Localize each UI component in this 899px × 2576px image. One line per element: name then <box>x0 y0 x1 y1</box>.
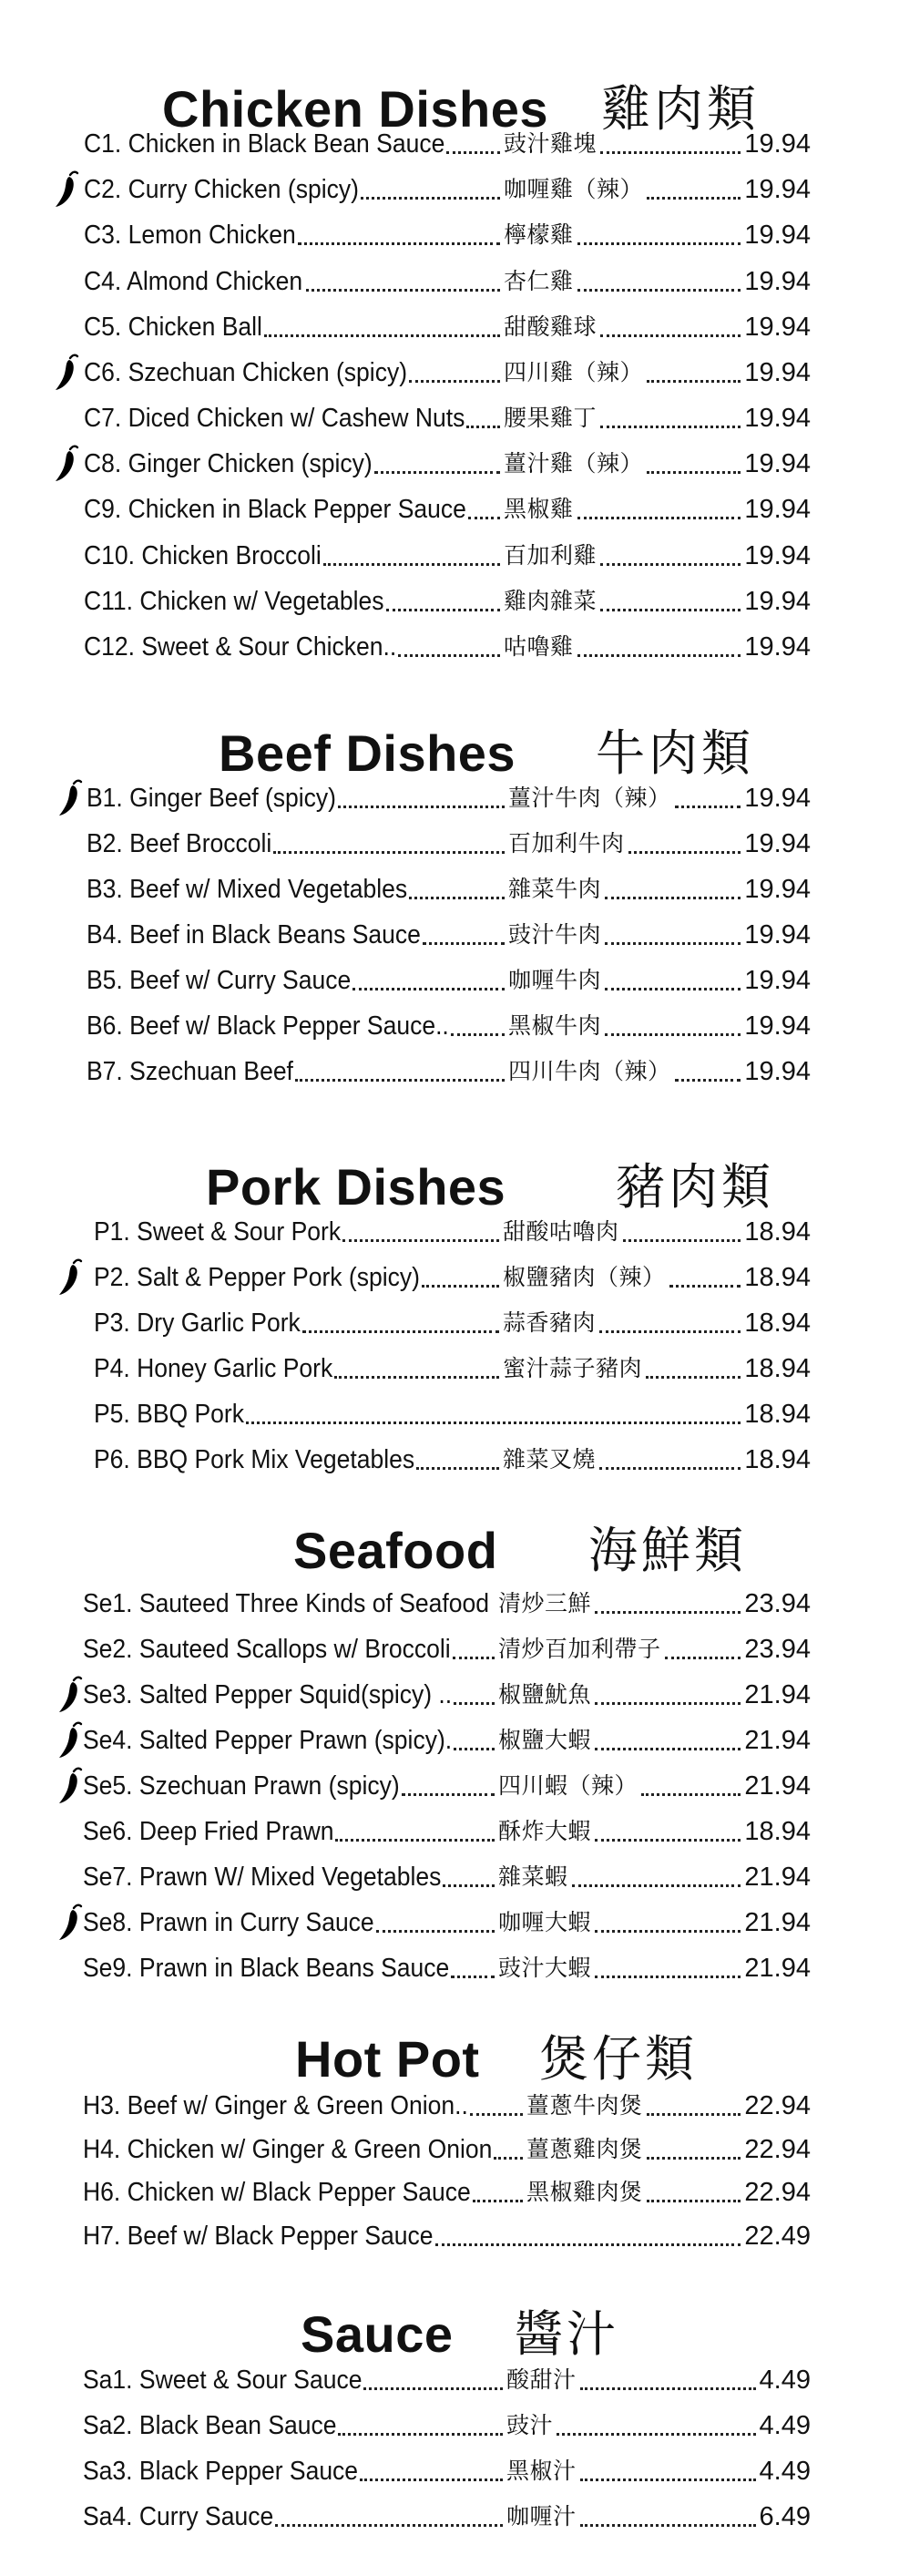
item-name: Se8. Prawn in Curry Sauce <box>83 1908 374 1937</box>
item-price: 18.94 <box>744 1400 811 1429</box>
menu-item <box>0 2170 899 2215</box>
item-price: 21.94 <box>744 1680 811 1709</box>
item-price: 19.94 <box>744 358 811 387</box>
dot-leader <box>595 1702 741 1705</box>
item-name: C1. Chicken in Black Bean Sauce <box>84 129 445 159</box>
item-name: C12. Sweet & Sour Chicken.. <box>84 632 397 662</box>
chili-pepper-icon <box>47 167 84 212</box>
item-price: 19.94 <box>744 175 811 204</box>
dot-leader <box>595 1930 741 1933</box>
menu-item <box>0 1346 899 1391</box>
menu-item <box>0 1300 899 1346</box>
menu-item <box>0 1809 899 1854</box>
item-name: C10. Chicken Broccoli <box>84 541 322 570</box>
menu-item <box>0 212 899 258</box>
menu-item <box>0 579 899 624</box>
dot-leader <box>646 1376 741 1379</box>
dot-leader <box>386 609 500 611</box>
item-price: 18.94 <box>744 1217 811 1247</box>
dot-leader <box>572 1884 741 1887</box>
dot-leader <box>623 1239 741 1242</box>
dot-leader <box>273 851 505 854</box>
section-title-zh: 醬汁 <box>514 2305 619 2363</box>
item-price: 19.94 <box>744 875 811 904</box>
menu-item <box>0 1581 899 1627</box>
item-price: 22.94 <box>744 2091 811 2120</box>
dot-leader <box>451 1976 495 1978</box>
dot-leader <box>466 426 500 428</box>
menu-item <box>0 775 899 821</box>
menu-item <box>0 1672 899 1718</box>
menu-item <box>0 2494 899 2540</box>
item-name-zh: 椒鹽魷魚 <box>498 1681 592 1708</box>
item-name: P4. Honey Garlic Pork <box>94 1354 333 1383</box>
item-price: 23.94 <box>744 1635 811 1664</box>
dot-leader <box>374 471 500 474</box>
item-name-zh: 清炒百加利帶子 <box>498 1636 661 1662</box>
dot-leader <box>423 942 505 945</box>
dot-leader <box>669 1285 741 1288</box>
dot-leader <box>605 942 741 945</box>
item-price: 21.94 <box>744 1908 811 1937</box>
menu-item <box>0 533 899 579</box>
dot-leader <box>600 151 741 154</box>
item-name: B5. Beef w/ Curry Sauce <box>87 966 352 995</box>
item-name: C8. Ginger Chicken (spicy) <box>84 449 373 478</box>
item-name-zh: 咖喱汁 <box>506 2503 577 2530</box>
menu-item <box>0 1003 899 1049</box>
dot-leader <box>416 1467 499 1470</box>
item-price: 19.94 <box>744 313 811 342</box>
item-price: 18.94 <box>744 1309 811 1338</box>
menu-item <box>0 1391 899 1437</box>
dot-leader <box>360 2479 503 2481</box>
item-name-zh: 雜菜牛肉 <box>508 876 602 902</box>
menu-item <box>0 395 899 441</box>
item-name: Sa3. Black Pepper Sauce <box>83 2457 359 2486</box>
menu-item <box>0 624 899 670</box>
item-name: C11. Chicken w/ Vegetables <box>84 587 384 616</box>
dot-leader <box>647 197 741 200</box>
dot-leader <box>398 654 500 657</box>
item-price: 19.94 <box>744 449 811 478</box>
item-price: 21.94 <box>744 1954 811 1983</box>
item-name-zh: 豉汁 <box>506 2412 554 2438</box>
item-name: Se2. Sauteed Scallops w/ Broccoli <box>83 1635 451 1664</box>
item-price: 23.94 <box>744 1589 811 1618</box>
section-heading <box>0 1514 899 1587</box>
item-name: Se4. Salted Pepper Prawn (spicy). <box>83 1726 453 1755</box>
dot-leader <box>665 1657 741 1659</box>
dot-leader <box>338 2433 503 2436</box>
dot-leader <box>647 471 741 474</box>
dot-leader <box>600 334 741 337</box>
item-name: C4. Almond Chicken <box>84 267 303 296</box>
menu-item <box>0 1763 899 1809</box>
dot-leader <box>595 1839 741 1842</box>
menu-item <box>0 958 899 1003</box>
dot-leader <box>334 1376 499 1379</box>
chili-pepper-icon <box>51 1900 87 1945</box>
dot-leader <box>295 1079 505 1082</box>
dot-leader <box>647 380 741 383</box>
item-price: 19.94 <box>744 221 811 250</box>
item-name-zh: 檸檬雞 <box>504 221 574 248</box>
item-price: 18.94 <box>744 1263 811 1292</box>
item-price: 22.94 <box>744 2178 811 2207</box>
item-price: 22.49 <box>744 2222 811 2251</box>
dot-leader <box>595 1611 741 1614</box>
item-price: 4.49 <box>759 2366 811 2395</box>
dot-leader <box>577 289 741 292</box>
dot-leader <box>595 1976 741 1978</box>
item-price: 21.94 <box>744 1863 811 1892</box>
item-name: Sa4. Curry Sauce <box>83 2502 274 2531</box>
section-title-zh: 牛肉類 <box>596 724 754 782</box>
item-name: B4. Beef in Black Beans Sauce <box>87 920 421 949</box>
dot-leader <box>605 1033 741 1036</box>
item-price: 19.94 <box>744 920 811 949</box>
menu-item <box>0 2403 899 2448</box>
item-name-zh: 蜜汁蒜子豬肉 <box>503 1355 643 1381</box>
menu-item <box>0 259 899 304</box>
menu-item <box>0 1900 899 1945</box>
item-name-zh: 咖喱牛肉 <box>508 967 602 993</box>
item-name-zh: 咖喱雞（辣） <box>504 176 644 202</box>
item-price: 21.94 <box>744 1771 811 1801</box>
dot-leader <box>338 806 505 808</box>
item-name-zh: 四川雞（辣） <box>504 359 644 385</box>
item-name: P3. Dry Garlic Pork <box>94 1309 301 1338</box>
item-name: C3. Lemon Chicken <box>84 221 296 250</box>
item-name: Se1. Sauteed Three Kinds of Seafood <box>83 1589 490 1618</box>
item-name-zh: 黑椒汁 <box>506 2458 577 2484</box>
dot-leader <box>577 242 741 245</box>
chili-pepper-icon <box>51 1718 87 1763</box>
dot-leader <box>298 242 500 245</box>
dot-leader <box>600 563 741 566</box>
item-name: C7. Diced Chicken w/ Cashew Nuts <box>84 404 465 433</box>
item-name-zh: 黑椒牛肉 <box>508 1012 602 1039</box>
dot-leader <box>361 197 500 200</box>
dot-leader <box>473 2200 523 2202</box>
item-name-zh: 蒜香豬肉 <box>503 1309 597 1336</box>
item-name-zh: 豉汁大蝦 <box>498 1955 592 1981</box>
item-name-zh: 甜酸雞球 <box>504 313 598 340</box>
dot-leader <box>306 289 500 292</box>
dot-leader <box>599 1467 741 1470</box>
item-name: Se7. Prawn W/ Mixed Vegetables <box>83 1863 442 1892</box>
item-name-zh: 薑蔥牛肉煲 <box>526 2092 643 2119</box>
dot-leader <box>647 2157 741 2160</box>
item-name-zh: 椒鹽豬肉（辣） <box>503 1264 666 1290</box>
dot-leader <box>470 2113 523 2116</box>
item-price: 19.94 <box>744 267 811 296</box>
item-name: B1. Ginger Beef (spicy) <box>87 784 337 813</box>
item-name-zh: 薑汁雞（辣） <box>504 450 644 477</box>
item-name-zh: 豉汁牛肉 <box>508 921 602 948</box>
section-title-zh: 海鮮類 <box>588 1522 747 1579</box>
item-name: P1. Sweet & Sour Pork <box>94 1217 342 1247</box>
item-name-zh: 咖喱大蝦 <box>498 1909 592 1935</box>
section-title-en: Pork Dishes <box>206 1158 506 1216</box>
item-name: Se5. Szechuan Prawn (spicy) <box>83 1771 400 1801</box>
dot-leader <box>376 1930 495 1933</box>
dot-leader <box>577 654 741 657</box>
menu-item <box>0 350 899 395</box>
item-name: H6. Chicken w/ Black Pepper Sauce <box>83 2178 471 2207</box>
item-name-zh: 四川牛肉（辣） <box>508 1058 671 1084</box>
menu-item <box>0 441 899 487</box>
item-name: Se3. Salted Pepper Squid(spicy) .. <box>83 1680 453 1709</box>
menu-item <box>0 1945 899 1991</box>
item-name: C5. Chicken Ball <box>84 313 262 342</box>
menu-item <box>0 2357 899 2403</box>
dot-leader <box>557 2433 756 2436</box>
menu-item <box>0 1209 899 1255</box>
item-name: H3. Beef w/ Ginger & Green Onion.. <box>83 2091 468 2120</box>
item-name-zh: 清炒三鮮 <box>498 1590 592 1616</box>
dot-leader <box>409 380 500 383</box>
dot-leader <box>628 851 741 854</box>
item-name-zh: 四川蝦（辣） <box>498 1772 638 1799</box>
dot-leader <box>580 2479 756 2481</box>
menu-item <box>0 304 899 350</box>
item-name-zh: 百加利雞 <box>504 542 598 569</box>
dot-leader <box>422 1285 499 1288</box>
item-price: 19.94 <box>744 129 811 159</box>
dot-leader <box>600 426 741 428</box>
item-price: 19.94 <box>744 495 811 524</box>
item-name-zh: 杏仁雞 <box>504 268 574 294</box>
item-name: P6. BBQ Pork Mix Vegetables <box>94 1445 415 1474</box>
item-name-zh: 黑椒雞 <box>504 496 574 522</box>
section-title-en: Hot Pot <box>295 2030 480 2088</box>
menu-item <box>0 1049 899 1094</box>
menu-item <box>0 1437 899 1483</box>
item-price: 6.49 <box>759 2502 811 2531</box>
dot-leader <box>600 609 741 611</box>
dot-leader <box>675 1079 741 1082</box>
item-name-zh: 酥炸大蝦 <box>498 1818 592 1844</box>
item-name-zh: 甜酸咕嚕肉 <box>503 1218 619 1245</box>
menu-item <box>0 1718 899 1763</box>
menu-item <box>0 1627 899 1672</box>
item-name: C9. Chicken in Black Pepper Sauce <box>84 495 466 524</box>
dot-leader <box>580 2524 756 2527</box>
item-price: 19.94 <box>744 541 811 570</box>
item-name: Sa2. Black Bean Sauce <box>83 2411 337 2440</box>
item-name-zh: 酸甜汁 <box>506 2366 577 2393</box>
item-name: B6. Beef w/ Black Pepper Sauce.. <box>87 1011 449 1041</box>
item-name-zh: 薑蔥雞肉煲 <box>526 2136 643 2162</box>
section-title-en: Chicken Dishes <box>162 80 549 138</box>
dot-leader <box>577 517 741 519</box>
item-name-zh: 雜菜蝦 <box>498 1863 568 1890</box>
item-name: H4. Chicken w/ Ginger & Green Onion <box>83 2135 493 2164</box>
section-title-en: Beef Dishes <box>219 724 516 782</box>
menu-item <box>0 912 899 958</box>
item-name: B2. Beef Broccoli <box>87 829 272 858</box>
section-title-zh: 煲仔類 <box>539 2030 698 2088</box>
item-name-zh: 百加利牛肉 <box>508 830 625 857</box>
dot-leader <box>264 334 500 337</box>
item-price: 4.49 <box>759 2457 811 2486</box>
dot-leader <box>335 1839 495 1842</box>
menu-item <box>0 2213 899 2259</box>
item-price: 19.94 <box>744 632 811 662</box>
item-price: 19.94 <box>744 1011 811 1041</box>
dot-leader <box>605 897 741 899</box>
item-name: Se9. Prawn in Black Beans Sauce <box>83 1954 450 1983</box>
menu-item <box>0 2127 899 2172</box>
dot-leader <box>446 151 500 154</box>
item-price: 19.94 <box>744 829 811 858</box>
menu-item <box>0 867 899 912</box>
dot-leader <box>409 897 505 899</box>
dot-leader <box>595 1748 741 1750</box>
menu-item <box>0 487 899 532</box>
item-name-zh: 腰果雞丁 <box>504 405 598 431</box>
dot-leader <box>494 2157 523 2160</box>
item-price: 18.94 <box>744 1817 811 1846</box>
item-price: 19.94 <box>744 784 811 813</box>
item-name: B3. Beef w/ Mixed Vegetables <box>87 875 408 904</box>
dot-leader <box>435 2243 741 2246</box>
item-name-zh: 薑汁牛肉（辣） <box>508 785 671 811</box>
item-name-zh: 咕嚕雞 <box>504 633 574 660</box>
item-name: Se6. Deep Fried Prawn <box>83 1817 334 1846</box>
dot-leader <box>302 1330 499 1333</box>
dot-leader <box>605 988 741 990</box>
dot-leader <box>468 517 500 519</box>
item-name: C2. Curry Chicken (spicy) <box>84 175 359 204</box>
chili-pepper-icon <box>51 1672 87 1718</box>
chili-pepper-icon <box>51 1763 87 1809</box>
menu-item <box>0 2448 899 2494</box>
item-name: B7. Szechuan Beef <box>87 1057 293 1086</box>
item-name: P2. Salt & Pepper Pork (spicy) <box>94 1263 420 1292</box>
menu-item <box>0 121 899 167</box>
item-name: C6. Szechuan Chicken (spicy) <box>84 358 408 387</box>
dot-leader <box>580 2387 756 2390</box>
dot-leader <box>443 1884 495 1887</box>
item-name: Sa1. Sweet & Sour Sauce <box>83 2366 363 2395</box>
item-name: P5. BBQ Pork <box>94 1400 244 1429</box>
chili-pepper-icon <box>47 350 84 395</box>
item-price: 19.94 <box>744 587 811 616</box>
item-price: 21.94 <box>744 1726 811 1755</box>
item-price: 19.94 <box>744 404 811 433</box>
dot-leader <box>647 2200 741 2202</box>
dot-leader <box>599 1330 741 1333</box>
dot-leader <box>647 2113 741 2116</box>
item-price: 18.94 <box>744 1354 811 1383</box>
chili-pepper-icon <box>47 441 84 487</box>
chili-pepper-icon <box>51 775 87 821</box>
dot-leader <box>402 1793 495 1796</box>
section-title-zh: 雞肉類 <box>601 80 760 138</box>
item-name: H7. Beef w/ Black Pepper Sauce <box>83 2222 434 2251</box>
menu-item <box>0 821 899 867</box>
dot-leader <box>246 1421 741 1424</box>
menu-item <box>0 2083 899 2129</box>
item-name-zh: 黑椒雞肉煲 <box>526 2179 643 2205</box>
item-name-zh: 雞肉雜菜 <box>504 588 598 614</box>
item-name-zh: 豉汁雞塊 <box>504 130 598 157</box>
dot-leader <box>453 1657 495 1659</box>
dot-leader <box>675 806 741 808</box>
item-price: 19.94 <box>744 1057 811 1086</box>
dot-leader <box>342 1239 499 1242</box>
dot-leader <box>275 2524 503 2527</box>
item-price: 19.94 <box>744 966 811 995</box>
item-name-zh: 雜菜叉燒 <box>503 1446 597 1473</box>
item-price: 18.94 <box>744 1445 811 1474</box>
dot-leader <box>352 988 505 990</box>
menu-item <box>0 1255 899 1300</box>
dot-leader <box>363 2387 503 2390</box>
dot-leader <box>454 1748 495 1750</box>
menu-item <box>0 1854 899 1900</box>
section-title-zh: 豬肉類 <box>616 1158 774 1216</box>
section-title-en: Seafood <box>293 1522 498 1579</box>
menu-item <box>0 167 899 212</box>
dot-leader <box>454 1702 495 1705</box>
item-name-zh: 椒鹽大蝦 <box>498 1727 592 1753</box>
section-title-en: Sauce <box>301 2305 454 2363</box>
item-price: 22.94 <box>744 2135 811 2164</box>
dot-leader <box>641 1793 741 1796</box>
dot-leader <box>451 1033 505 1036</box>
chili-pepper-icon <box>51 1255 87 1300</box>
dot-leader <box>323 563 500 566</box>
item-price: 4.49 <box>759 2411 811 2440</box>
